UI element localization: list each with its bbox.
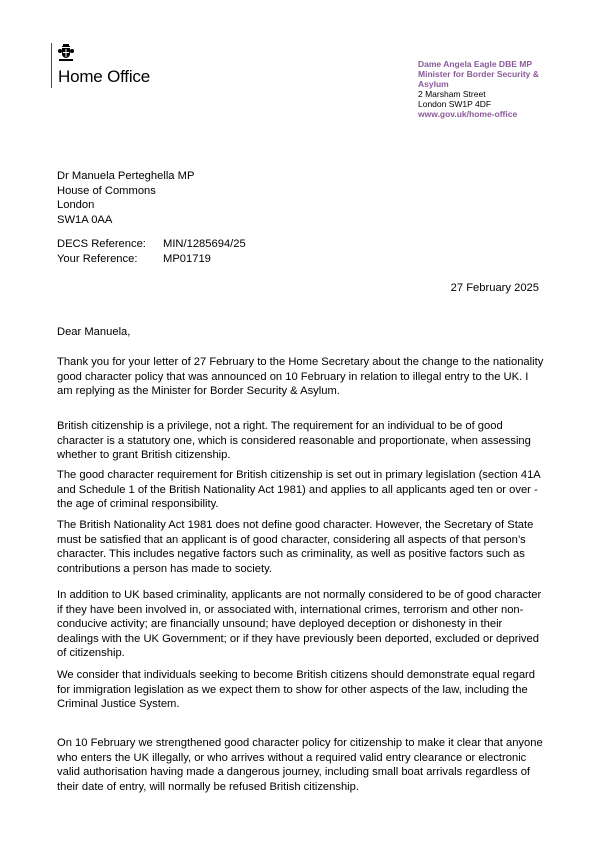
- reference-label: Your Reference:: [57, 252, 138, 265]
- sender-title-line2: Asylum: [418, 79, 449, 89]
- recipient-line: SW1A 0AA: [57, 213, 113, 226]
- sender-address-line1: 2 Marsham Street: [418, 89, 486, 99]
- organisation-name: Home Office: [58, 67, 150, 86]
- sender-website: www.gov.uk/home-office: [418, 109, 518, 119]
- royal-crest-icon: [58, 44, 74, 62]
- body-paragraph: In addition to UK based criminality, applicants are not normally considered to be of good character if they have been involved in, or associated with, international crimes, terrorism and other non-conducive activity; are financially unsound; have deployed deception or dishonesty in their dealings with the UK Government; or if they have previously been deported, excluded or deprived of citizenship.: [57, 589, 542, 660]
- logo-bar: [51, 43, 52, 88]
- salutation: Dear Manuela,: [57, 326, 131, 338]
- body-paragraph: The good character requirement for British citizenship is set out in primary legislation (section 41A and Schedule 1 of the British Nationality Act 1981) and applies to all applicants aged ten or over - the age of criminal responsibility.: [57, 469, 541, 511]
- body-paragraph: Thank you for your letter of 27 February to the Home Secretary about the change to the nationality good character policy that was announced on 10 February in relation to illegal entry to the UK. I am replying as the Minister for Border Security & Asylum.: [57, 356, 544, 398]
- recipient-line: House of Commons: [57, 184, 156, 197]
- sender-title-line1: Minister for Border Security &: [418, 69, 539, 79]
- recipient-line: Dr Manuela Perteghella MP: [57, 170, 195, 182]
- references: [57, 237, 547, 266]
- letter-date: 27 February 2025: [450, 282, 539, 294]
- sender-name: Dame Angela Eagle DBE MP: [418, 59, 532, 69]
- body-paragraph: British citizenship is a privilege, not a right. The requirement for an individual to be of good character is a statutory one, which is considered reasonable and proportionate, when assessing whether to grant British citizenship.: [57, 420, 531, 462]
- reference-value: MIN/1285694/25: [163, 238, 246, 250]
- recipient-address: [57, 169, 547, 227]
- recipient-line: London: [57, 199, 95, 212]
- reference-value: MP01719: [163, 252, 211, 265]
- reference-row: [57, 237, 547, 252]
- sender-block: [418, 59, 539, 119]
- body-paragraph: On 10 February we strengthened good character policy for citizenship to make it clear that anyone who enters the UK illegally, or who arrives without a required valid entry clearance or electronic valid authorisation having made a dangerous journey, including small boat arrivals regardless of their date of entry, will normally be refused British citizenship.: [57, 737, 543, 793]
- body-paragraph: The British Nationality Act 1981 does not define good character. However, the Secretary of State must be satisfied that an applicant is of good character, considering all aspects of that person’s character. This includes negative factors such as criminality, as well as positive factors such as contributions a person has made to society.: [57, 519, 534, 575]
- sender-address-line2: London SW1P 4DF: [418, 99, 492, 109]
- body-paragraph: We consider that individuals seeking to become British citizens should demonstrate equal regard for immigration legislation as we expect them to show for other aspects of the law, including the Criminal Justice System.: [57, 669, 536, 711]
- reference-label: DECS Reference:: [57, 238, 146, 250]
- reference-row: [57, 252, 547, 267]
